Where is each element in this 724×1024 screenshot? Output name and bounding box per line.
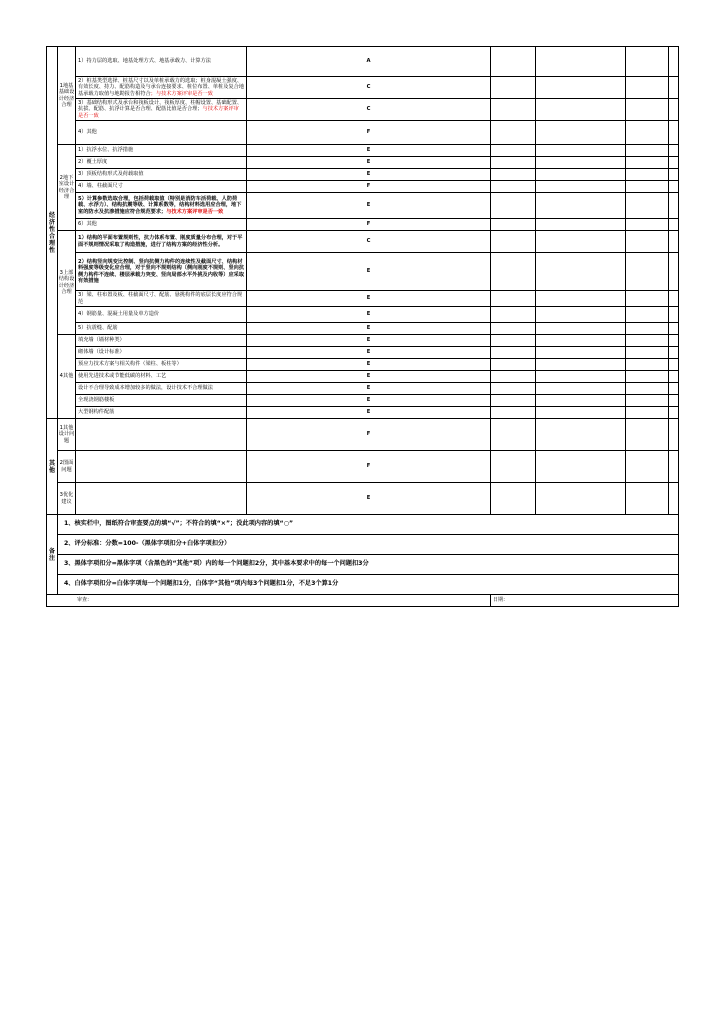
- review-table: [46, 46, 679, 607]
- empty-cell[interactable]: [491, 219, 536, 231]
- table-row: [47, 47, 679, 77]
- empty-cell[interactable]: [491, 359, 536, 371]
- empty-cell[interactable]: [626, 383, 669, 395]
- check-item-note: 与技术方案评审是否一致: [78, 106, 239, 119]
- empty-cell[interactable]: [626, 169, 669, 181]
- empty-cell[interactable]: [491, 77, 536, 99]
- empty-cell[interactable]: [491, 291, 536, 307]
- empty-cell[interactable]: [669, 335, 679, 347]
- check-item-text: 2）桩基类型选择、桩基尺寸以及单桩承载力的选取；桩身混凝土强度、有效长度、持力、配筋构造及与承台连接要求、桩位布置、单桩及复合地基承载力取值与地勘报告相符合: [78, 77, 245, 97]
- table-row: [47, 371, 679, 383]
- empty-cell[interactable]: [536, 169, 626, 181]
- check-item: [76, 335, 247, 347]
- table-row: [47, 121, 679, 145]
- level-cell: E: [247, 193, 491, 219]
- group-label: 3上部结构设计经济合理: [58, 231, 76, 335]
- check-item-text: 4）墙、柱截面尺寸: [78, 183, 123, 190]
- empty-cell[interactable]: [536, 145, 626, 157]
- empty-cell[interactable]: [626, 253, 669, 291]
- table-row: [47, 395, 679, 407]
- level-cell: E: [247, 371, 491, 383]
- empty-cell[interactable]: [626, 335, 669, 347]
- empty-cell[interactable]: [626, 307, 669, 323]
- check-item: [76, 181, 247, 193]
- level-cell: E: [247, 359, 491, 371]
- check-item-text: 5）抗震缝、配筋: [78, 325, 118, 332]
- remark-row: [47, 535, 679, 555]
- level-cell: C: [247, 231, 491, 253]
- empty-cell[interactable]: [491, 157, 536, 169]
- empty-cell[interactable]: [626, 193, 669, 219]
- table-row: [47, 181, 679, 193]
- empty-cell[interactable]: [536, 419, 626, 451]
- check-item: [76, 121, 247, 145]
- empty-cell[interactable]: [536, 323, 626, 335]
- empty-cell[interactable]: [536, 483, 626, 515]
- empty-cell[interactable]: [626, 291, 669, 307]
- empty-cell[interactable]: [669, 157, 679, 169]
- empty-cell[interactable]: [669, 395, 679, 407]
- empty-cell[interactable]: [626, 395, 669, 407]
- table-row: [47, 383, 679, 395]
- empty-cell[interactable]: [491, 169, 536, 181]
- check-item: [76, 383, 247, 395]
- empty-cell[interactable]: [669, 347, 679, 359]
- remark-row: [47, 575, 679, 595]
- empty-cell[interactable]: [536, 407, 626, 419]
- empty-cell[interactable]: [626, 451, 669, 483]
- empty-cell[interactable]: [491, 47, 536, 77]
- check-item: [76, 231, 247, 253]
- empty-cell[interactable]: [536, 359, 626, 371]
- remark-text: 1、核实栏中，图纸符合审查要点的填“√”；不符合的填“×”；没此项内容的填“○”: [58, 515, 679, 535]
- check-item: [76, 347, 247, 359]
- check-item: [76, 395, 247, 407]
- empty-cell[interactable]: [491, 335, 536, 347]
- check-item: [76, 291, 247, 307]
- check-item-text: 3）基础结构形式及承台和筏板设计、筏板厚度、柱帽设置、基础配置、抗拔、配筋、抗浮计算是否合理、配筋比值是否合理；: [78, 99, 243, 113]
- empty-cell[interactable]: [536, 219, 626, 231]
- empty-cell[interactable]: [626, 407, 669, 419]
- empty-cell[interactable]: [491, 371, 536, 383]
- check-item-text: 使用先进技术或节能低碳的材料、工艺: [78, 373, 167, 380]
- table-row: [47, 307, 679, 323]
- empty-cell[interactable]: [669, 483, 679, 515]
- other-item-label: 3优化建议: [58, 483, 76, 515]
- level-cell: E: [247, 169, 491, 181]
- check-item: [76, 307, 247, 323]
- table-row: [47, 359, 679, 371]
- empty-cell[interactable]: [669, 419, 679, 451]
- review-table-body: [47, 47, 679, 607]
- level-cell: F: [247, 419, 491, 451]
- level-cell: E: [247, 323, 491, 335]
- empty-cell[interactable]: [669, 307, 679, 323]
- empty-cell[interactable]: [536, 47, 626, 77]
- empty-cell[interactable]: [491, 419, 536, 451]
- empty-cell[interactable]: [626, 231, 669, 253]
- empty-cell[interactable]: [536, 253, 626, 291]
- empty-cell[interactable]: [626, 181, 669, 193]
- table-row: [47, 419, 679, 451]
- empty-cell[interactable]: [626, 219, 669, 231]
- level-cell: E: [247, 157, 491, 169]
- empty-cell[interactable]: [491, 145, 536, 157]
- check-item: [76, 371, 247, 383]
- group-label: 2地下室设计经济合理: [58, 145, 76, 231]
- level-cell: F: [247, 219, 491, 231]
- other-item-label: 1其他设计问题: [58, 419, 76, 451]
- table-row: [47, 219, 679, 231]
- check-item-note: ；与技术方案评审是否一致: [150, 90, 213, 97]
- check-item-text: 全现浇钢筋楼板: [78, 397, 115, 404]
- empty-cell[interactable]: [626, 347, 669, 359]
- empty-cell[interactable]: [626, 99, 669, 121]
- reviewer-label: 审查：: [47, 595, 491, 607]
- empty-cell[interactable]: [491, 231, 536, 253]
- table-row: [47, 407, 679, 419]
- empty-cell[interactable]: [669, 253, 679, 291]
- remark-text: 2、评分标准：分数=100-（黑体字项扣分+白体字项扣分）: [58, 535, 679, 555]
- empty-cell[interactable]: [669, 383, 679, 395]
- empty-cell[interactable]: [491, 253, 536, 291]
- group-label: 1地基基础设计经济合理: [58, 47, 76, 145]
- remark-text: 4、白体字项扣分=白体字项每一个问题扣1分，白体字“其他”项内每3个问题扣1分，不足3个算1分: [58, 575, 679, 595]
- remarks-label: 备注: [47, 515, 58, 595]
- table-row: [47, 169, 679, 181]
- empty-cell[interactable]: [669, 371, 679, 383]
- signature-row: [47, 595, 679, 607]
- check-item-text: 2）覆土厚度: [78, 159, 108, 166]
- table-row: [47, 145, 679, 157]
- empty-cell[interactable]: [491, 181, 536, 193]
- empty-cell[interactable]: [491, 307, 536, 323]
- check-item: [76, 169, 247, 181]
- check-item-text: 4）钢筋量、混凝土用量及单方造价: [78, 311, 160, 318]
- check-item: [76, 193, 247, 219]
- empty-cell[interactable]: [626, 47, 669, 77]
- check-item: [76, 77, 247, 99]
- check-item-text: 3）顶板结构形式及荷载取值: [78, 171, 144, 178]
- empty-cell[interactable]: [669, 181, 679, 193]
- empty-cell[interactable]: [76, 451, 247, 483]
- empty-cell[interactable]: [536, 99, 626, 121]
- empty-cell[interactable]: [536, 335, 626, 347]
- empty-cell[interactable]: [669, 219, 679, 231]
- level-cell: E: [247, 253, 491, 291]
- table-row: [47, 253, 679, 291]
- empty-cell[interactable]: [626, 77, 669, 99]
- review-sheet: [46, 46, 678, 607]
- check-item-text: 2）结构竖向规变比控制、竖向抗侧力构件的连续性及截面尺寸、结构材料强度等级变化应合理，对于竖向不规则结构（侧向刚度不规则、竖向抗侧力构件不连续、楼层承载力突变、竖向局部水平外挑及内收等）应采取有效措施: [78, 258, 245, 284]
- empty-cell[interactable]: [626, 483, 669, 515]
- empty-cell[interactable]: [669, 99, 679, 121]
- level-cell: E: [247, 347, 491, 359]
- empty-cell[interactable]: [536, 193, 626, 219]
- level-cell: A: [247, 47, 491, 77]
- empty-cell[interactable]: [669, 231, 679, 253]
- remark-row: [47, 555, 679, 575]
- other-item-label: 2图面问题: [58, 451, 76, 483]
- empty-cell[interactable]: [536, 231, 626, 253]
- empty-cell[interactable]: [669, 359, 679, 371]
- level-cell: E: [247, 395, 491, 407]
- level-cell: E: [247, 483, 491, 515]
- empty-cell[interactable]: [536, 157, 626, 169]
- check-item-text: 填充墙（墙材种类）: [78, 337, 125, 344]
- empty-cell[interactable]: [536, 307, 626, 323]
- empty-cell[interactable]: [491, 121, 536, 145]
- check-item: [76, 157, 247, 169]
- empty-cell[interactable]: [491, 99, 536, 121]
- empty-cell[interactable]: [76, 419, 247, 451]
- empty-cell[interactable]: [491, 347, 536, 359]
- check-item: [76, 145, 247, 157]
- table-row: [47, 451, 679, 483]
- check-item-text: 预应力技术方案与相关构件（梁柱、板柱等）: [78, 361, 182, 368]
- empty-cell[interactable]: [536, 347, 626, 359]
- check-item: [76, 323, 247, 335]
- table-row: [47, 347, 679, 359]
- check-item-text: 3）梁、柱布置及板、柱截面尺寸、配筋、悬挑构件的底层长度应符合规范: [78, 292, 243, 305]
- empty-cell[interactable]: [491, 395, 536, 407]
- check-item-text: 6）其他: [78, 221, 97, 228]
- empty-cell[interactable]: [669, 145, 679, 157]
- empty-cell[interactable]: [669, 291, 679, 307]
- empty-cell[interactable]: [626, 323, 669, 335]
- check-item-text: 大型钢构件配筋: [78, 409, 115, 416]
- check-item: [76, 253, 247, 291]
- empty-cell[interactable]: [626, 145, 669, 157]
- level-cell: E: [247, 383, 491, 395]
- empty-cell[interactable]: [669, 77, 679, 99]
- level-cell: C: [247, 77, 491, 99]
- table-row: [47, 483, 679, 515]
- table-row: [47, 99, 679, 121]
- level-cell: F: [247, 121, 491, 145]
- empty-cell[interactable]: [491, 323, 536, 335]
- empty-cell[interactable]: [536, 371, 626, 383]
- check-item-text: 1）持力层的选取、地基处理方式、地基承载力、计算方法: [78, 58, 211, 65]
- level-cell: E: [247, 291, 491, 307]
- empty-cell[interactable]: [536, 181, 626, 193]
- level-cell: F: [247, 181, 491, 193]
- check-item-text: 1）抗浮水位、抗浮措施: [78, 147, 134, 154]
- level-cell: C: [247, 99, 491, 121]
- table-row: [47, 335, 679, 347]
- empty-cell[interactable]: [626, 121, 669, 145]
- level-cell: E: [247, 407, 491, 419]
- empty-cell[interactable]: [669, 193, 679, 219]
- empty-cell[interactable]: [491, 383, 536, 395]
- check-item-text: 1）结构的平面布置规则性，抗力体系布置、刚度质量分布合理，对于平面不规则情况采取了构造措施，进行了结构方案的经济性分析。: [78, 235, 243, 248]
- check-item-text: 4）其他: [78, 129, 97, 136]
- check-item: [76, 47, 247, 77]
- remark-row: [47, 515, 679, 535]
- empty-cell[interactable]: [669, 323, 679, 335]
- empty-cell[interactable]: [626, 359, 669, 371]
- empty-cell[interactable]: [76, 483, 247, 515]
- date-label: 日期：: [491, 595, 679, 607]
- empty-cell[interactable]: [491, 407, 536, 419]
- table-row: [47, 291, 679, 307]
- check-item: [76, 407, 247, 419]
- empty-cell[interactable]: [536, 291, 626, 307]
- table-row: [47, 231, 679, 253]
- remark-text: 3、黑体字项扣分=黑体字项（含黑色的“其他”项）内的每一个问题扣2分，其中基本要求中的每一个问题扣3分: [58, 555, 679, 575]
- level-cell: E: [247, 307, 491, 323]
- check-item-text: 5）计算参数选取合理，包括荷载取值（特别是消防车活荷载、人防荷载、水浮力）、结构抗震等级、计算系数等，结构材料选用应合理，地下室的防水及抗渗措施应符合规范要求；: [78, 195, 242, 215]
- level-cell: F: [247, 451, 491, 483]
- empty-cell[interactable]: [626, 419, 669, 451]
- table-row: [47, 193, 679, 219]
- empty-cell[interactable]: [536, 395, 626, 407]
- table-row: [47, 157, 679, 169]
- empty-cell[interactable]: [669, 407, 679, 419]
- category-other-label: 其他: [47, 419, 58, 515]
- empty-cell[interactable]: [536, 121, 626, 145]
- table-row: [47, 323, 679, 335]
- check-item: [76, 219, 247, 231]
- empty-cell[interactable]: [669, 451, 679, 483]
- table-row: [47, 77, 679, 99]
- empty-cell[interactable]: [491, 193, 536, 219]
- level-cell: E: [247, 145, 491, 157]
- empty-cell[interactable]: [536, 451, 626, 483]
- empty-cell[interactable]: [669, 47, 679, 77]
- group-label: 4其他: [58, 335, 76, 419]
- category-label: 经济性合理性: [47, 47, 58, 419]
- empty-cell[interactable]: [491, 451, 536, 483]
- empty-cell[interactable]: [626, 157, 669, 169]
- empty-cell[interactable]: [536, 383, 626, 395]
- empty-cell[interactable]: [536, 77, 626, 99]
- level-cell: E: [247, 335, 491, 347]
- empty-cell[interactable]: [626, 371, 669, 383]
- check-item: [76, 99, 247, 121]
- check-item: [76, 359, 247, 371]
- empty-cell[interactable]: [491, 483, 536, 515]
- empty-cell[interactable]: [669, 121, 679, 145]
- check-item-note: 与技术方案评审是否一致: [166, 208, 224, 215]
- check-item-text: 砌体墙（设计标准）: [78, 349, 125, 356]
- check-item-text: 设计不合理导致成本增加较多的做法，设计技术不合理做法: [78, 385, 213, 392]
- empty-cell[interactable]: [669, 169, 679, 181]
